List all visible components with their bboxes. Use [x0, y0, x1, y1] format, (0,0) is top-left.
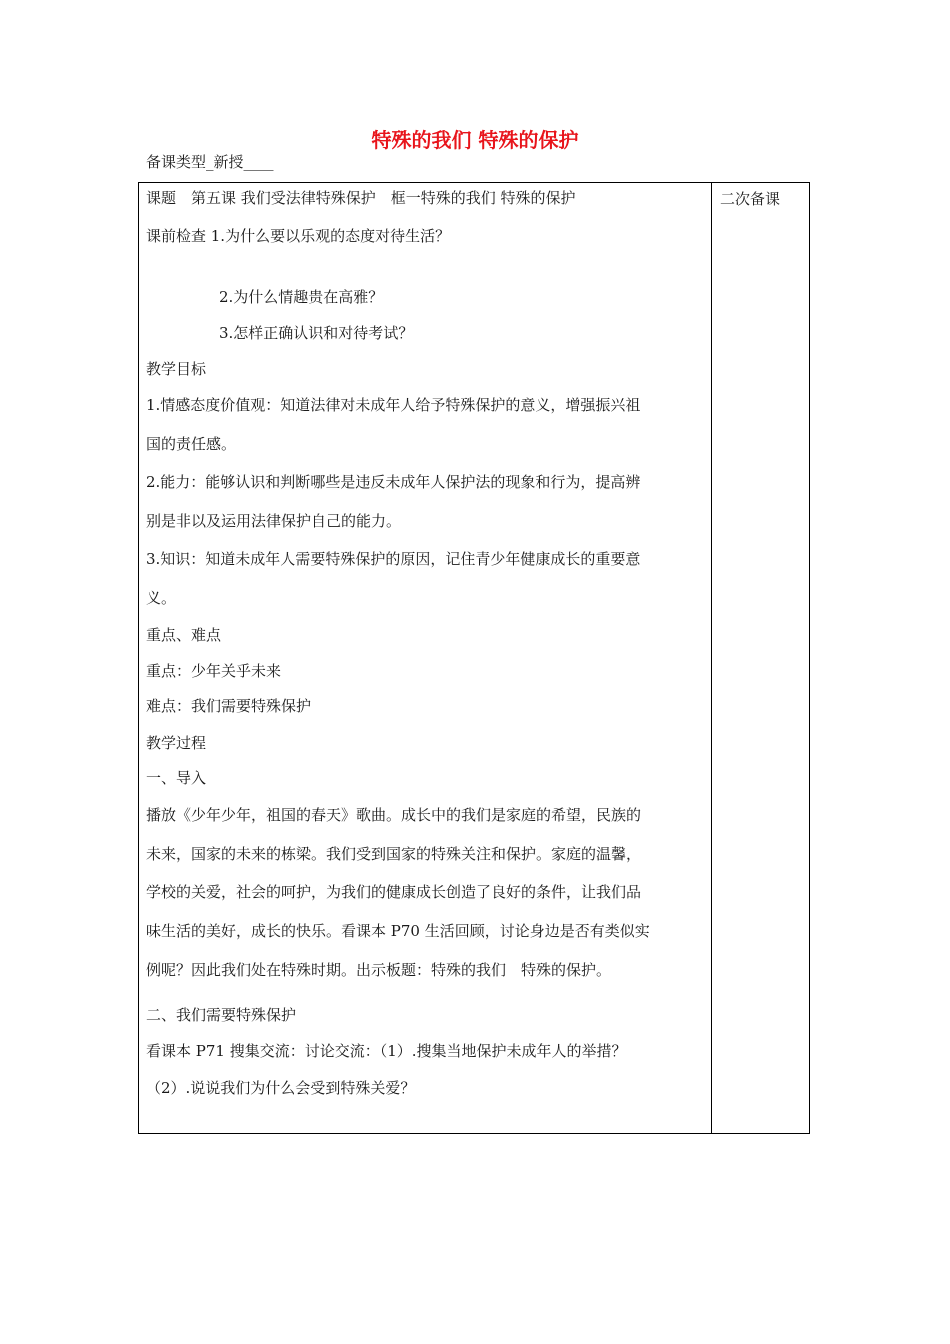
objective-3-line-2: 义。: [146, 589, 177, 607]
objective-2-line-2: 别是非以及运用法律保护自己的能力。: [146, 512, 402, 530]
introduction-paragraph-line-3: 学校的关爱，社会的呵护，为我们的健康成长创造了良好的条件，让我们品: [146, 883, 642, 901]
introduction-paragraph-line-1: 播放《少年少年，祖国的春天》歌曲。成长中的我们是家庭的希望，民族的: [146, 806, 642, 824]
document-title: 特殊的我们 特殊的保护: [371, 128, 579, 152]
lesson-topic: 课题 第五课 我们受法律特殊保护 框一特殊的我们 特殊的保护: [146, 189, 576, 207]
lesson-type-label: 备课类型_新授____: [146, 153, 274, 171]
secondary-prep-header: 二次备课: [720, 190, 781, 208]
pre-class-question-3: 3.怎样正确认识和对待考试？: [219, 324, 414, 342]
subsection-special-protection: 二、我们需要特殊保护: [146, 1006, 297, 1024]
difficult-point: 难点：我们需要特殊保护: [146, 697, 312, 715]
section-heading-key-points: 重点、难点: [146, 626, 222, 644]
discussion-line-1: 看课本 P71 搜集交流：讨论交流：（1）.搜集当地保护未成年人的举措？: [146, 1042, 627, 1060]
objective-3-line-1: 3.知识：知道未成年人需要特殊保护的原因，记住青少年健康成长的重要意: [146, 550, 641, 568]
pre-class-question-2: 2.为什么情趣贵在高雅？: [219, 288, 384, 306]
discussion-line-2: （2）.说说我们为什么会受到特殊关爱？: [146, 1079, 416, 1097]
subsection-introduction: 一、导入: [146, 769, 207, 787]
objective-2-line-1: 2.能力：能够认识和判断哪些是违反未成年人保护法的现象和行为，提高辨: [146, 473, 641, 491]
pre-class-check: 课前检查 1.为什么要以乐观的态度对待生活？: [146, 227, 451, 245]
section-heading-process: 教学过程: [146, 734, 207, 752]
objective-1-line-1: 1.情感态度价值观：知道法律对未成年人给予特殊保护的意义，增强振兴祖: [146, 396, 641, 414]
objective-1-line-2: 国的责任感。: [146, 435, 237, 453]
introduction-paragraph-line-5: 例呢？因此我们处在特殊时期。出示板题：特殊的我们 特殊的保护。: [146, 961, 612, 979]
introduction-paragraph-line-4: 味生活的美好，成长的快乐。看课本 P70 生活回顾，讨论身边是否有类似实: [146, 922, 650, 940]
introduction-paragraph-line-2: 未来，国家的未来的栋梁。我们受到国家的特殊关注和保护。家庭的温馨，: [146, 845, 642, 863]
section-heading-objectives: 教学目标: [146, 360, 207, 378]
table-column-divider: [711, 182, 712, 1134]
key-point: 重点：少年关乎未来: [146, 662, 282, 680]
